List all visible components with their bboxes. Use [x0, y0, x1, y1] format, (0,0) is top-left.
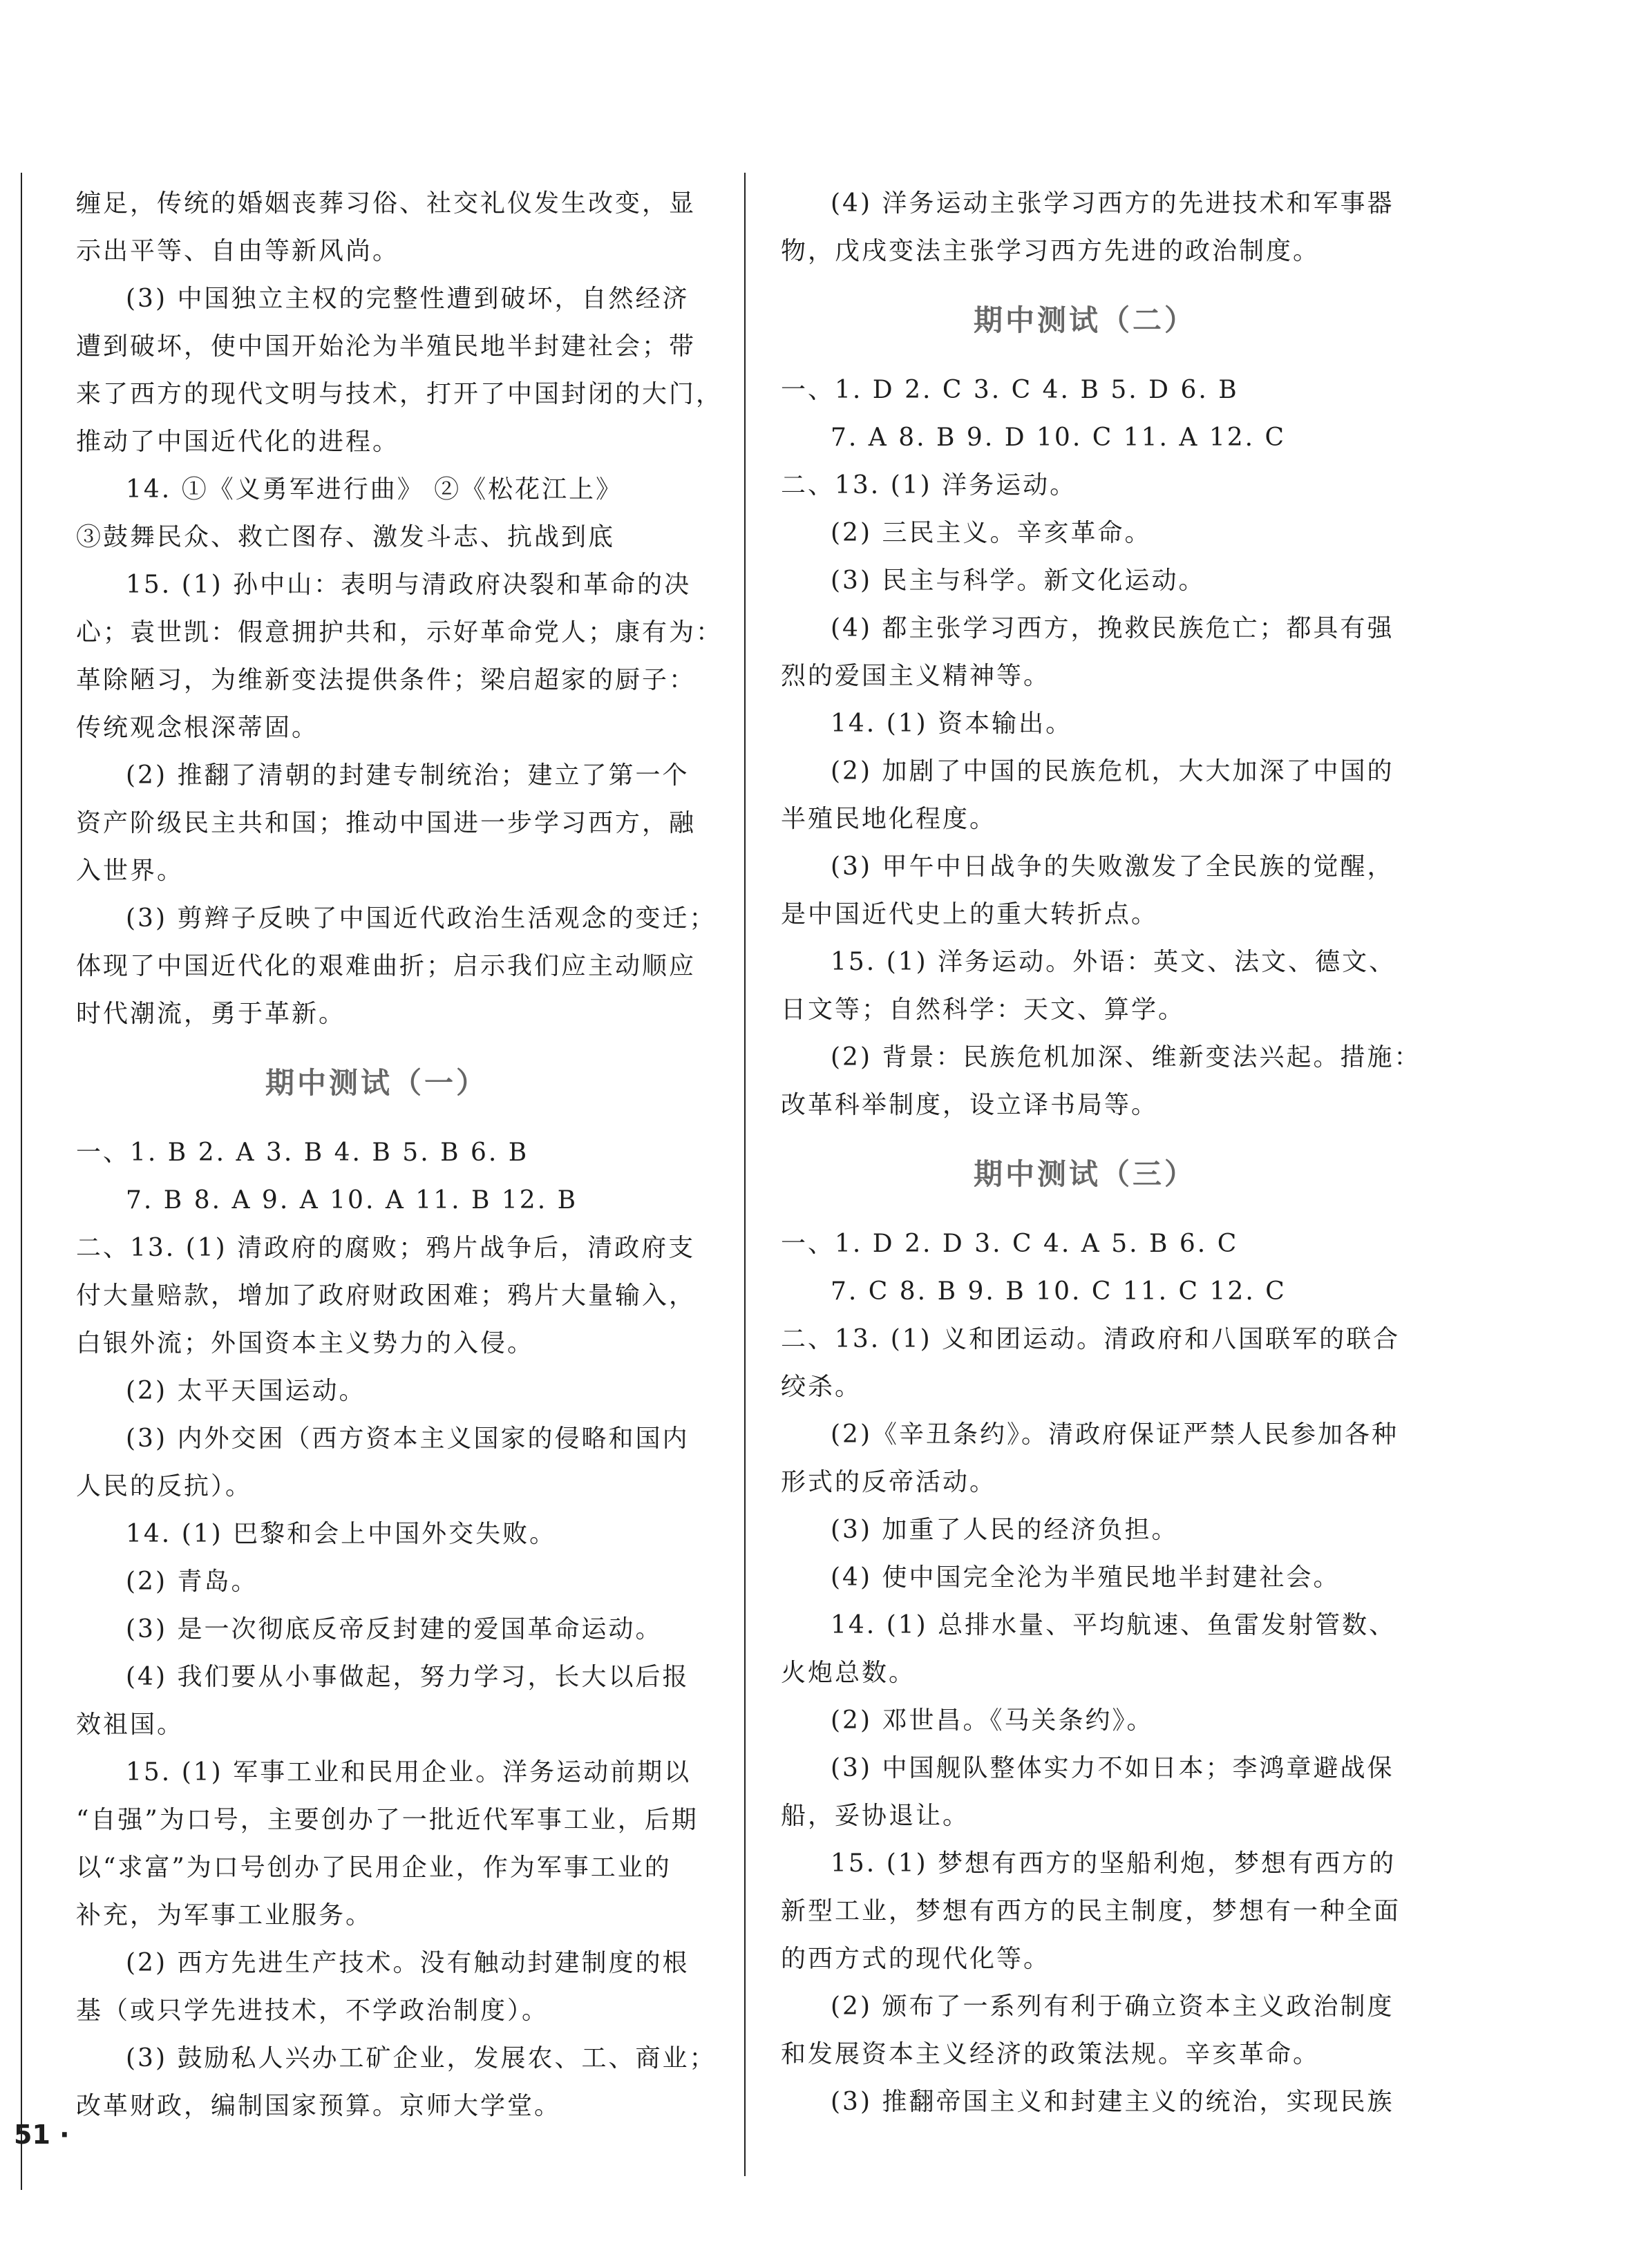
right-text-line: 火炮总数。 [781, 1659, 916, 1687]
left-text-line: 白银外流；外国资本主义势力的入侵。 [76, 1329, 535, 1357]
right-text-line: (3) 加重了人民的经济负担。 [831, 1516, 1179, 1544]
left-text-line: 以“求富”为口号创办了民用企业，作为军事工业的 [76, 1854, 672, 1882]
left-text-line: (2) 青岛。 [126, 1567, 258, 1596]
right-text-line: 的西方式的现代化等。 [781, 1945, 1051, 1973]
right-text-line: 7. C 8. B 9. B 10. C 11. C 12. C [831, 1277, 1287, 1306]
right-text-line: (3) 民主与科学。新文化运动。 [831, 566, 1206, 595]
left-text-line: 资产阶级民主共和国；推动中国进一步学习西方，融 [76, 809, 697, 837]
right-text-line: (2)《辛丑条约》。清政府保证严禁人民参加各种 [831, 1420, 1399, 1449]
left-text-line: 入世界。 [76, 857, 184, 885]
left-text-line: 来了西方的现代文明与技术，打开了中国封闭的大门， [76, 380, 723, 408]
left-text-line: (3) 中国独立主权的完整性遭到破坏，自然经济 [126, 285, 690, 313]
left-text-line: 人民的反抗）。 [76, 1472, 253, 1500]
right-text-line: 一、1. D 2. C 3. C 4. B 5. D 6. B [781, 376, 1239, 404]
right-text-line: (2) 背景：民族危机加深、维新变法兴起。措施： [831, 1043, 1421, 1071]
left-text-line: 二、13. (1) 清政府的腐败；鸦片战争后，清政府支 [76, 1234, 696, 1262]
right-text-line: 二、13. (1) 洋务运动。 [781, 471, 1077, 499]
left-text-line: 7. B 8. A 9. A 10. A 11. B 12. B [126, 1186, 578, 1214]
right-text-line: 半殖民地化程度。 [781, 805, 997, 833]
right-text-line: 14. (1) 资本输出。 [831, 709, 1073, 738]
right-section-heading: 期中测试（三） [973, 1157, 1196, 1191]
left-text-line: 体现了中国近代化的艰难曲折；启示我们应主动顺应 [76, 952, 697, 980]
right-text-line: 船，妥协退让。 [781, 1802, 970, 1830]
left-text-line: 遭到破坏，使中国开始沦为半殖民地半封建社会；带 [76, 332, 697, 361]
right-text-line: (4) 洋务运动主张学习西方的先进技术和军事器 [831, 189, 1394, 218]
left-text-line: 效祖国。 [76, 1710, 184, 1739]
right-text-line: 新型工业，梦想有西方的民主制度，梦想有一种全面 [781, 1897, 1401, 1925]
left-text-line: (2) 推翻了清朝的封建专制统治；建立了第一个 [126, 761, 690, 790]
left-text-line: (3) 剪辫子反映了中国近代政治生活观念的变迁； [126, 904, 717, 933]
left-text-line: (2) 西方先进生产技术。没有触动封建制度的根 [126, 1949, 690, 1977]
left-text-line: 缠足，传统的婚姻丧葬习俗、社交礼仪发生改变，显 [76, 189, 697, 218]
right-text-line: (2) 颁布了一系列有利于确立资本主义政治制度 [831, 1992, 1394, 2021]
right-text-line: 日文等；自然科学：天文、算学。 [781, 995, 1186, 1024]
right-text-line: 二、13. (1) 义和团运动。清政府和八国联军的联合 [781, 1325, 1401, 1353]
left-text-line: (2) 太平天国运动。 [126, 1377, 366, 1405]
left-text-line: 传统观念根深蒂固。 [76, 714, 319, 742]
right-section-heading: 期中测试（二） [973, 303, 1196, 337]
left-text-line: “自强”为口号，主要创办了一批近代军事工业，后期 [76, 1806, 699, 1834]
right-text-line: 一、1. D 2. D 3. C 4. A 5. B 6. C [781, 1230, 1239, 1258]
left-text-line: 时代潮流，勇于革新。 [76, 1000, 346, 1028]
right-text-line: 14. (1) 总排水量、平均航速、鱼雷发射管数、 [831, 1611, 1396, 1639]
right-text-line: 绞杀。 [781, 1373, 862, 1401]
right-text-line: 15. (1) 梦想有西方的坚船利炮，梦想有西方的 [831, 1849, 1396, 1878]
left-text-line: (3) 内外交困（西方资本主义国家的侵略和国内 [126, 1424, 690, 1453]
left-text-line: (3) 鼓励私人兴办工矿企业，发展农、工、商业； [126, 2044, 717, 2072]
left-text-line: ③鼓舞民众、救亡图存、激发斗志、抗战到底 [76, 523, 616, 551]
left-text-line: 推动了中国近代化的进程。 [76, 428, 400, 456]
left-text-line: 14. ①《义勇军进行曲》 ②《松花江上》 [126, 475, 623, 504]
right-text-line: 形式的反帝活动。 [781, 1468, 997, 1496]
left-text-line: (3) 是一次彻底反帝反封建的爱国革命运动。 [126, 1615, 663, 1643]
right-text-line: 和发展资本主义经济的政策法规。辛亥革命。 [781, 2040, 1320, 2068]
right-column [781, 180, 1421, 2126]
right-text-line: 15. (1) 洋务运动。外语：英文、法文、德文、 [831, 948, 1396, 976]
right-text-line: (2) 加剧了中国的民族危机，大大加深了中国的 [831, 757, 1394, 785]
left-text-line: 一、1. B 2. A 3. B 4. B 5. B 6. B [76, 1138, 529, 1167]
left-text-line: 14. (1) 巴黎和会上中国外交失败。 [126, 1520, 557, 1548]
left-margin-rule [21, 173, 22, 2190]
column-divider [744, 173, 746, 2176]
left-text-line: 革除陋习，为维新变法提供条件；梁启超家的厨子： [76, 666, 697, 694]
left-column [76, 180, 723, 2130]
right-text-line: (4) 使中国完全沦为半殖民地半封建社会。 [831, 1563, 1341, 1592]
right-text-line: (3) 中国舰队整体实力不如日本；李鸿章避战保 [831, 1754, 1394, 1782]
left-text-line: 示出平等、自由等新风尚。 [76, 237, 400, 265]
right-text-line: 烈的爱国主义精神等。 [781, 662, 1051, 690]
left-text-line: 基（或只学先进技术，不学政治制度）。 [76, 1997, 549, 2025]
left-text-line: 15. (1) 军事工业和民用企业。洋务运动前期以 [126, 1758, 692, 1786]
right-text-line: 是中国近代史上的重大转折点。 [781, 900, 1159, 928]
page-number: 51 · [14, 2119, 70, 2150]
right-text-line: (2) 三民主义。辛亥革命。 [831, 519, 1152, 547]
right-text-line: (3) 甲午中日战争的失败激发了全民族的觉醒， [831, 852, 1394, 881]
left-text-line: 付大量赔款，增加了政府财政困难；鸦片大量输入， [76, 1281, 697, 1310]
right-text-line: (2) 邓世昌。《马关条约》。 [831, 1706, 1154, 1735]
right-text-line: 7. A 8. B 9. D 10. C 11. A 12. C [831, 423, 1287, 452]
left-text-line: 心；袁世凯：假意拥护共和，示好革命党人；康有为： [76, 618, 723, 647]
right-text-line: 物，戊戌变法主张学习西方先进的政治制度。 [781, 237, 1320, 265]
right-text-line: 改革科举制度，设立译书局等。 [781, 1091, 1159, 1119]
right-text-line: (3) 推翻帝国主义和封建主义的统治，实现民族 [831, 2088, 1394, 2116]
left-text-line: 15. (1) 孙中山：表明与清政府决裂和革命的决 [126, 571, 692, 599]
left-section-heading: 期中测试（一） [265, 1066, 488, 1100]
left-text-line: 改革财政，编制国家预算。京师大学堂。 [76, 2092, 562, 2120]
left-text-line: (4) 我们要从小事做起，努力学习，长大以后报 [126, 1663, 690, 1691]
left-text-line: 补充，为军事工业服务。 [76, 1901, 373, 1929]
right-text-line: (4) 都主张学习西方，挽救民族危亡；都具有强 [831, 614, 1394, 642]
